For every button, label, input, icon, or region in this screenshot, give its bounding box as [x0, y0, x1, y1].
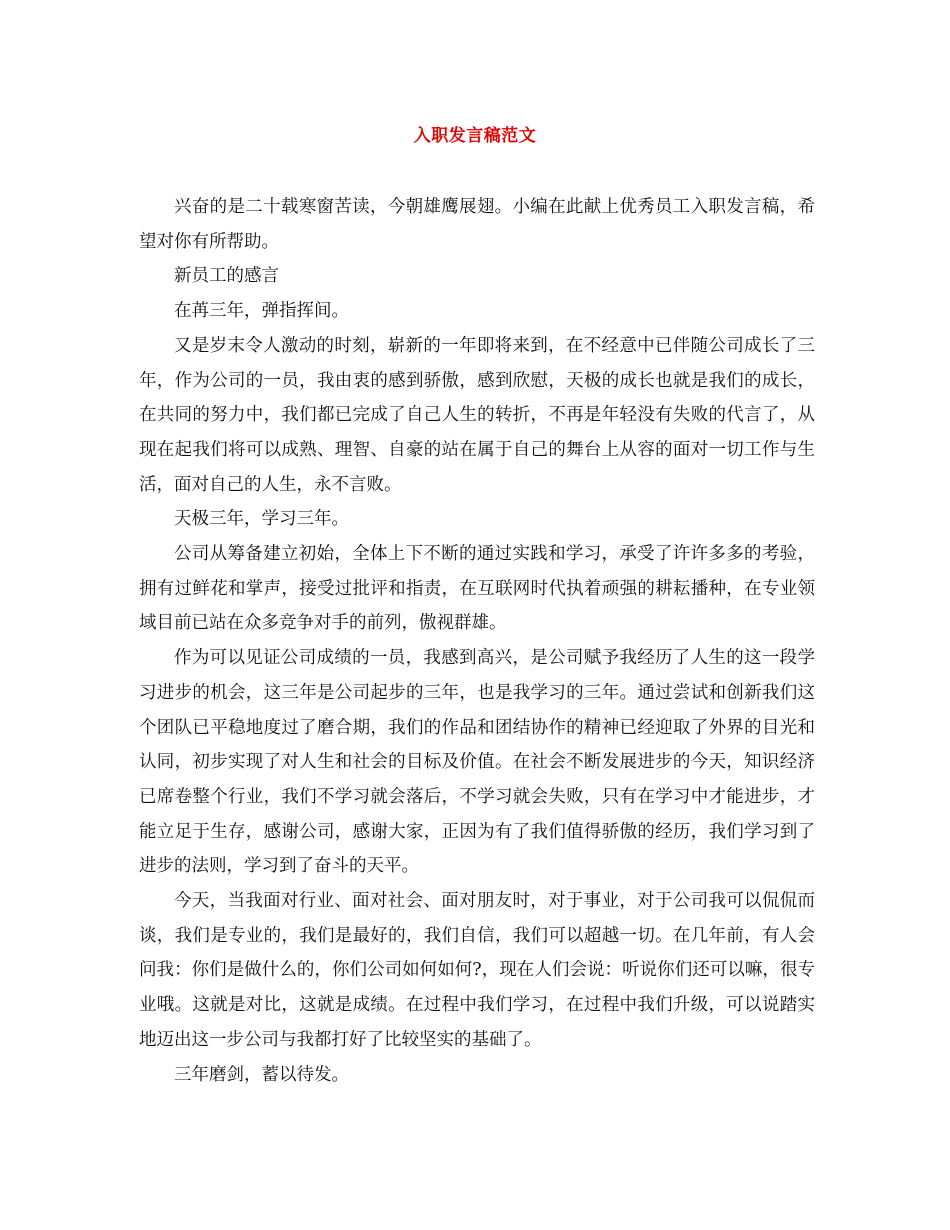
- paragraph-witness: 作为可以见证公司成绩的一员，我感到高兴，是公司赋予我经历了人生的这一段学习进步的机会，这三年是公司起步的三年，也是我学习的三年。通过尝试和创新我们这个团队已平稳地度过了磨合期，我们的作品和团结协作的精神已经迎取了外界的目光和认同，初步实现了对人生和社会的目标及价值。在社会不断发展进步的今天，知识经济已席卷整个行业，我们不学习就会落后，不学习就会失败，只有在学习中才能进步，才能立足于生存，感谢公司，感谢大家，正因为有了我们值得骄傲的经历，我们学习到了进步的法则，学习到了奋斗的天平。: [139, 648, 815, 877]
- paragraph-intro: 兴奋的是二十载寒窗苦读，今朝雄鹰展翅。小编在此献上优秀员工入职发言稿，希望对你有所帮助。: [139, 197, 815, 252]
- paragraph-heading-new-employee: 新员工的感言: [174, 266, 279, 287]
- paragraph-year-end: 又是岁末令人激动的时刻，崭新的一年即将来到，在不经意中已伴随公司成长了三年，作为公司的一员，我由衷的感到骄傲，感到欣慰，天极的成长也就是我们的成长，在共同的努力中，我们都已完成了自己人生的转折，不再是年轻没有失败的代言了，从现在起我们将可以成熟、理智、自豪的站在属于自己的舞台上从容的面对一切工作与生活，面对自己的人生，永不言败。: [139, 335, 815, 495]
- document-title: 入职发言稿范文: [413, 126, 537, 146]
- document-body: [139, 190, 815, 1092]
- paragraph-learning-three-years: 天极三年，学习三年。: [174, 509, 349, 530]
- paragraph-today: 今天，当我面对行业、面对社会、面对朋友时，对于事业，对于公司我可以侃侃而谈，我们是专业的，我们是最好的，我们自信，我们可以超越一切。在几年前，有人会问我：你们是做什么的，你们公司如何如何?，现在人们会说：听说你们还可以嘛，很专业哦。这就是对比，这就是成绩。在过程中我们学习，在过程中我们升级，可以说踏实地迈出这一步公司与我都打好了比较坚实的基础了。: [139, 891, 815, 1050]
- paragraph-closing: 三年磨剑，蓄以待发。: [174, 1064, 349, 1085]
- paragraph-company-founding: 公司从筹备建立初始，全体上下不断的通过实践和学习，承受了许许多多的考验，拥有过鲜花和掌声，接受过批评和指责，在互联网时代执着顽强的耕耘播种，在专业领域目前已站在众多竞争对手的前列，傲视群雄。: [139, 544, 815, 634]
- paragraph-three-years: 在苒三年，弹指挥间。: [174, 301, 349, 322]
